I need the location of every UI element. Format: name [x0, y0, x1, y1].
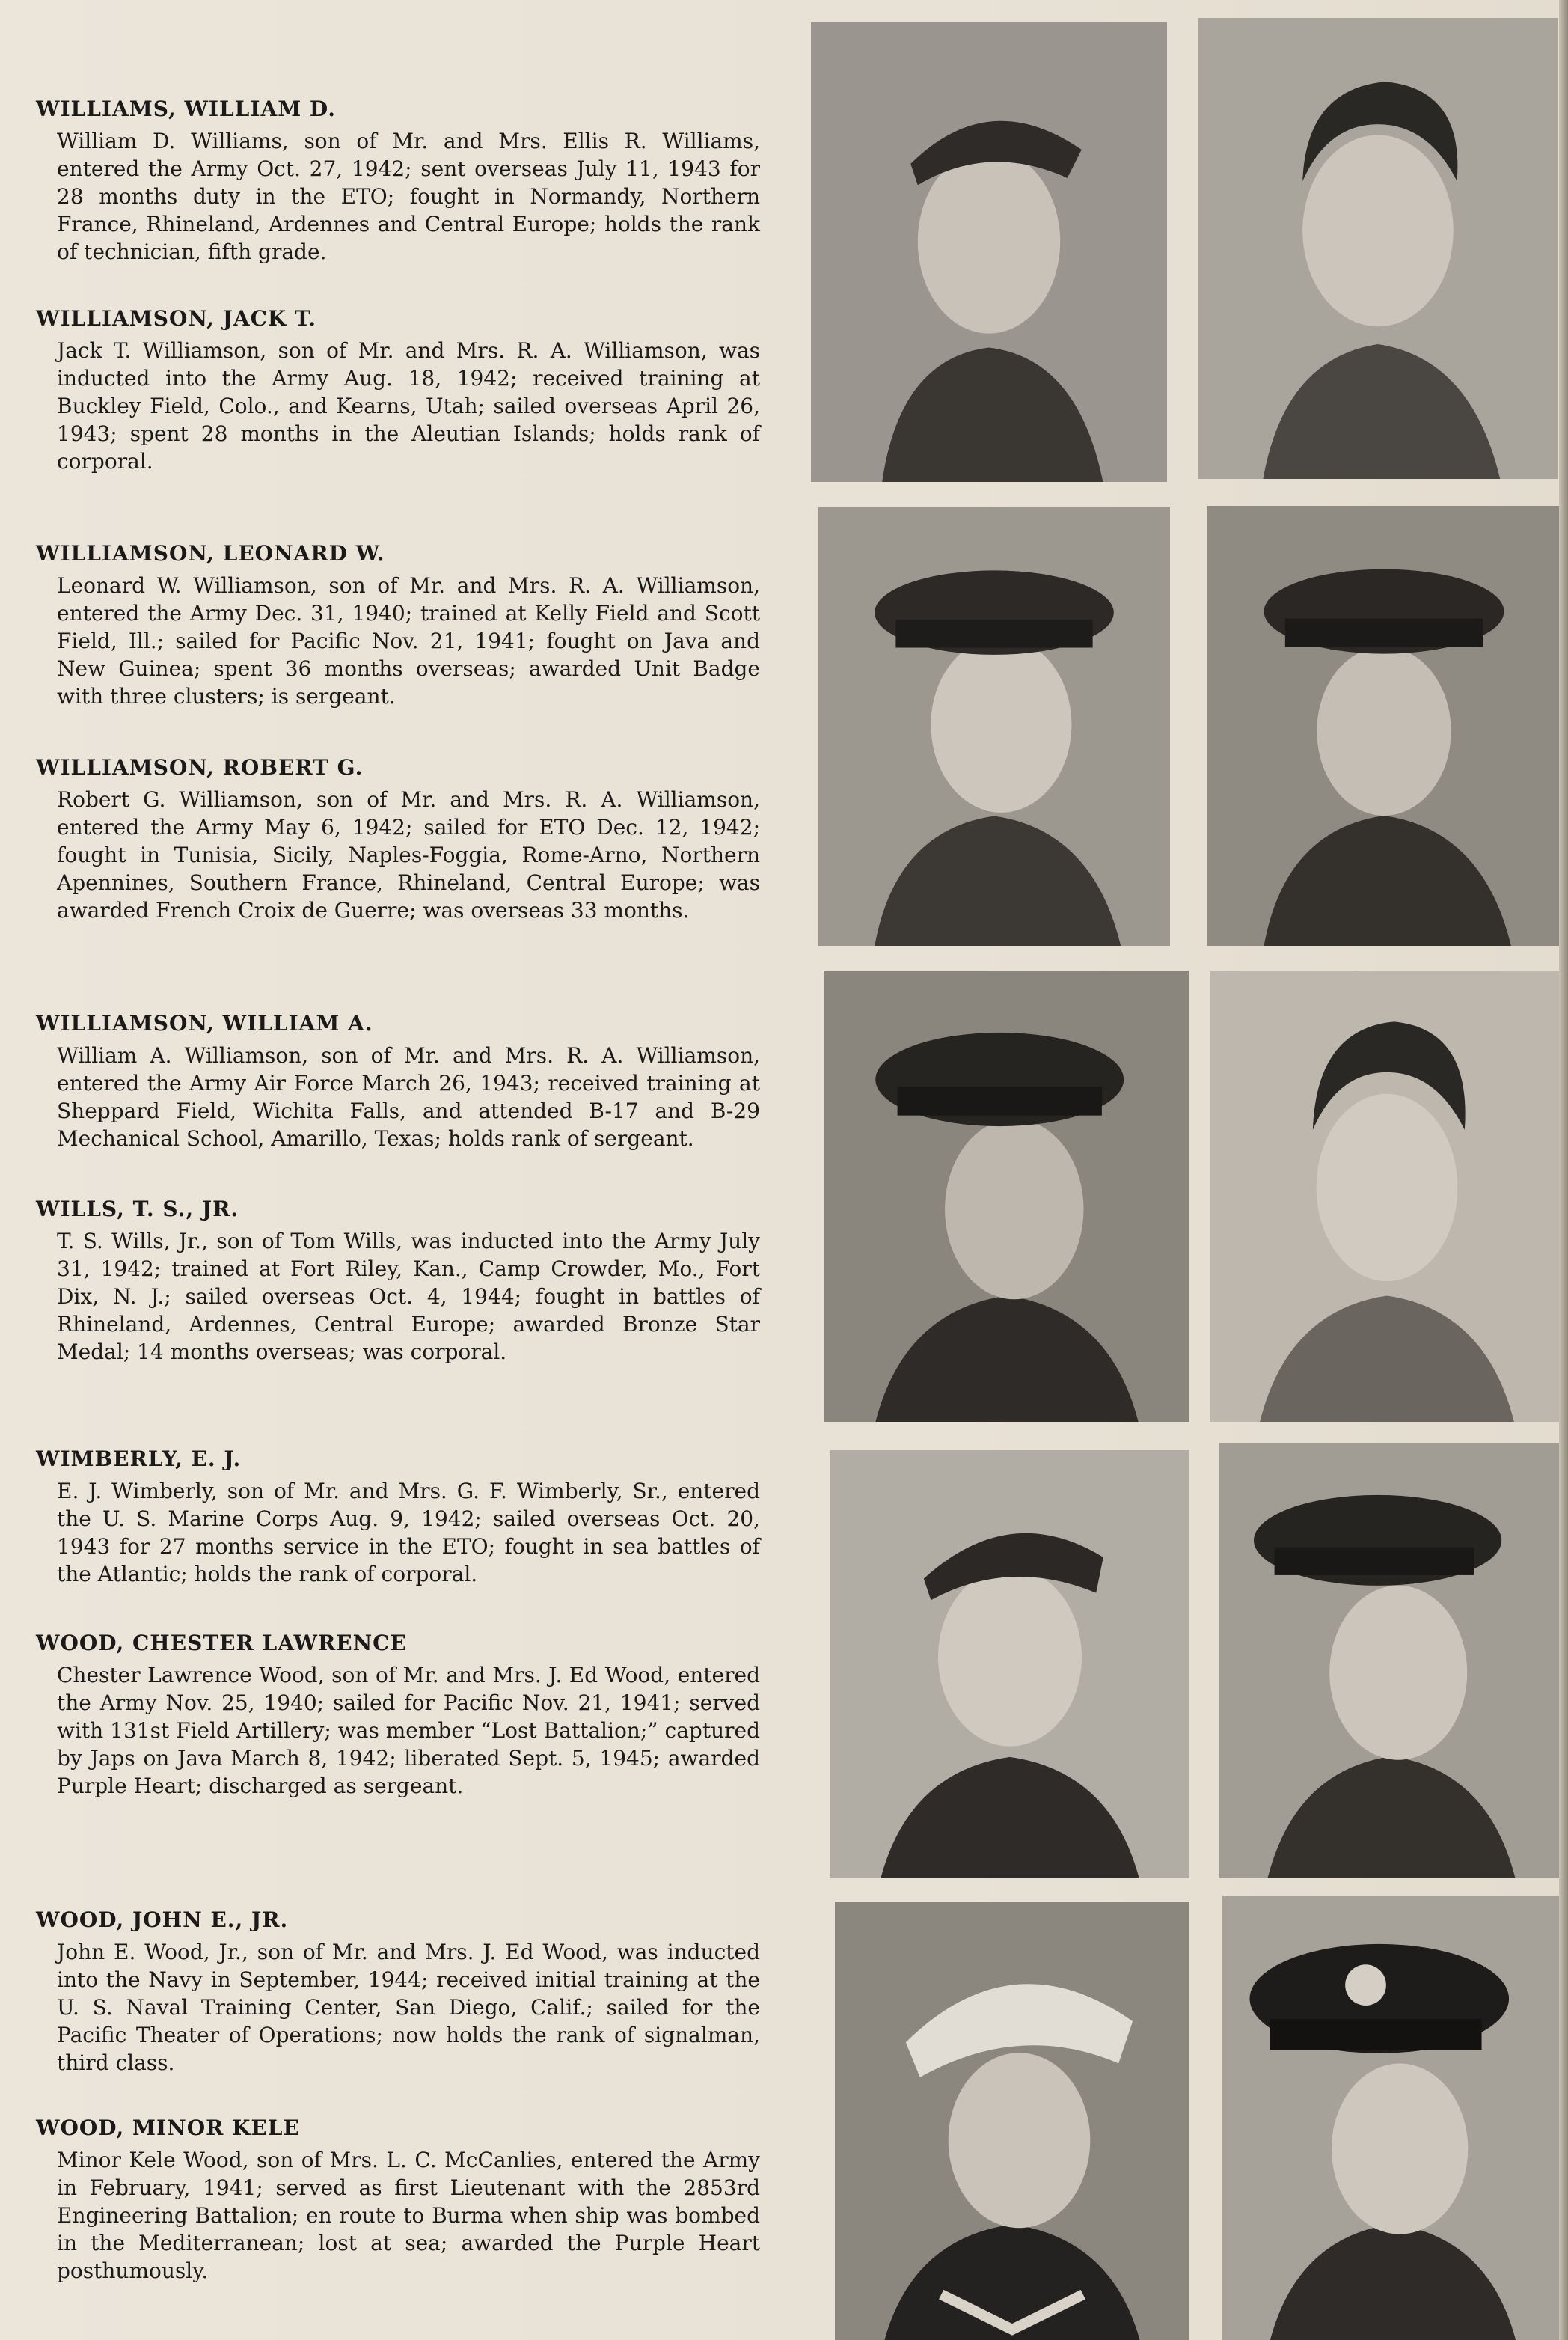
bareheaded-portrait-icon [1210, 971, 1564, 1422]
service-cap-portrait-icon [818, 507, 1170, 946]
entry-name: WOOD, CHESTER LAWRENCE [36, 1631, 407, 1655]
entry-williamson-robert-g [36, 754, 760, 924]
service-cap-portrait-icon [824, 971, 1189, 1422]
entry-bio: E. J. Wimberly, son of Mr. and Mrs. G. F. Wimberly, Sr., entered the U. S. Marine Corps Aug. 9, 1942; sailed overseas Oct. 20, 1943 for 27 months service in the ETO; fought in sea battles of the Atlantic; holds the rank of corporal. [57, 1479, 760, 1586]
sailor-cap-portrait-icon [835, 1902, 1189, 2340]
entry-name: WILLIAMSON, ROBERT G. [36, 755, 364, 780]
entry-name: WOOD, MINOR KELE [36, 2116, 300, 2140]
entry-bio: Robert G. Williamson, son of Mr. and Mrs. R. A. Williamson, entered the Army May 6, 1942; sailed for ETO Dec. 12, 1942; fought in Tunisia, Sicily, Naples-Foggia, Rome-Arno, Northern Apennines, Southern France, Rhineland, Central Europe; was awarded French Croix de Guerre; was overseas 33 months. [57, 787, 760, 923]
entry-wood-chester-lawrence [36, 1630, 760, 1800]
photo-column [800, 0, 1568, 2340]
service-cap-portrait-icon [1207, 506, 1561, 946]
entry-name: WILLIAMSON, LEONARD W. [36, 541, 385, 566]
entry-bio: Minor Kele Wood, son of Mrs. L. C. McCanlies, entered the Army in February, 1941; served as first Lieutenant with the 2853rd Engineering Battalion; en route to Burma when ship was bombed in the Mediterranean; lost at sea; awarded the Purple Heart posthumously. [57, 2148, 760, 2283]
garrison-cap-portrait-icon [830, 1450, 1189, 1878]
entry-name: WOOD, JOHN E., JR. [36, 1907, 289, 1932]
entry-wills-t-s-jr [36, 1196, 760, 1366]
entry-williamson-leonard-w [36, 540, 760, 710]
entry-name: WILLS, T. S., JR. [36, 1197, 239, 1221]
entry-bio: Leonard W. Williamson, son of Mr. and Mrs. R. A. Williamson, entered the Army Dec. 31, 1940; trained at Kelly Field and Scott Field, Ill.; sailed for Pacific Nov. 21, 1941; fought on Java and New Guinea; spent 36 months overseas; awarded Unit Badge with three clusters; is sergeant. [57, 573, 760, 709]
entry-name: WIMBERLY, E. J. [36, 1447, 242, 1471]
officer-cap-portrait-icon [1222, 1896, 1564, 2340]
entry-williamson-jack-t [36, 305, 760, 475]
entry-wimberly-e-j [36, 1446, 760, 1588]
entry-bio: Chester Lawrence Wood, son of Mr. and Mrs. J. Ed Wood, entered the Army Nov. 25, 1940; sailed for Pacific Nov. 21, 1941; served with 131st Field Artillery; was member “Lost Battalion;” captured by Japs on Java March 8, 1942; liberated Sept. 5, 1945; awarded Purple Heart; discharged as sergeant. [57, 1663, 760, 1798]
entry-bio: William D. Williams, son of Mr. and Mrs. Ellis R. Williams, entered the Army Oct. 27, 1942; sent overseas July 11, 1943 for 28 months duty in the ETO; fought in Normandy, Northern France, Rhineland, Ardennes and Central Europe; holds the rank of technician, fifth grade. [57, 129, 760, 264]
entry-bio: William A. Williamson, son of Mr. and Mrs. R. A. Williamson, entered the Army Air Force March 26, 1943; received training at Sheppard Field, Wichita Falls, and attended B-17 and B-29 Mechanical School, Amarillo, Texas; holds rank of sergeant. [57, 1043, 760, 1151]
entry-name: WILLIAMSON, JACK T. [36, 306, 316, 331]
entry-name: WILLIAMS, WILLIAM D. [36, 97, 336, 121]
entry-bio: T. S. Wills, Jr., son of Tom Wills, was inducted into the Army July 31, 1942; trained at Fort Riley, Kan., Camp Crowder, Mo., Fort Dix, N. J.; sailed overseas Oct. 4, 1944; fought in battles of Rhineland, Ardennes, Central Europe; awarded Bronze Star Medal; 14 months overseas; was corporal. [57, 1229, 760, 1364]
entry-williamson-william-a [36, 1010, 760, 1152]
garrison-cap-portrait-icon [811, 22, 1167, 482]
entry-bio: Jack T. Williamson, son of Mr. and Mrs. R. A. Williamson, was inducted into the Army Aug. 18, 1942; received training at Buckley Field, Colo., and Kearns, Utah; sailed overseas April 26, 1943; spent 28 months in the Aleutian Islands; holds rank of corporal. [57, 338, 760, 474]
bareheaded-portrait-icon [1198, 18, 1558, 479]
entry-name: WILLIAMSON, WILLIAM A. [36, 1011, 373, 1036]
entry-wood-minor-kele [36, 2115, 760, 2285]
page-spine [1559, 0, 1568, 2340]
entry-williams-william-d [36, 96, 760, 266]
service-cap-portrait-icon [1219, 1443, 1564, 1878]
entry-bio: John E. Wood, Jr., son of Mr. and Mrs. J. Ed Wood, was inducted into the Navy in September, 1944; received initial training at the U. S. Naval Training Center, San Diego, Calif.; sailed for the Pacific Theater of Operations; now holds the rank of signalman, third class. [57, 1940, 760, 2075]
entry-wood-john-e-jr [36, 1907, 760, 2077]
